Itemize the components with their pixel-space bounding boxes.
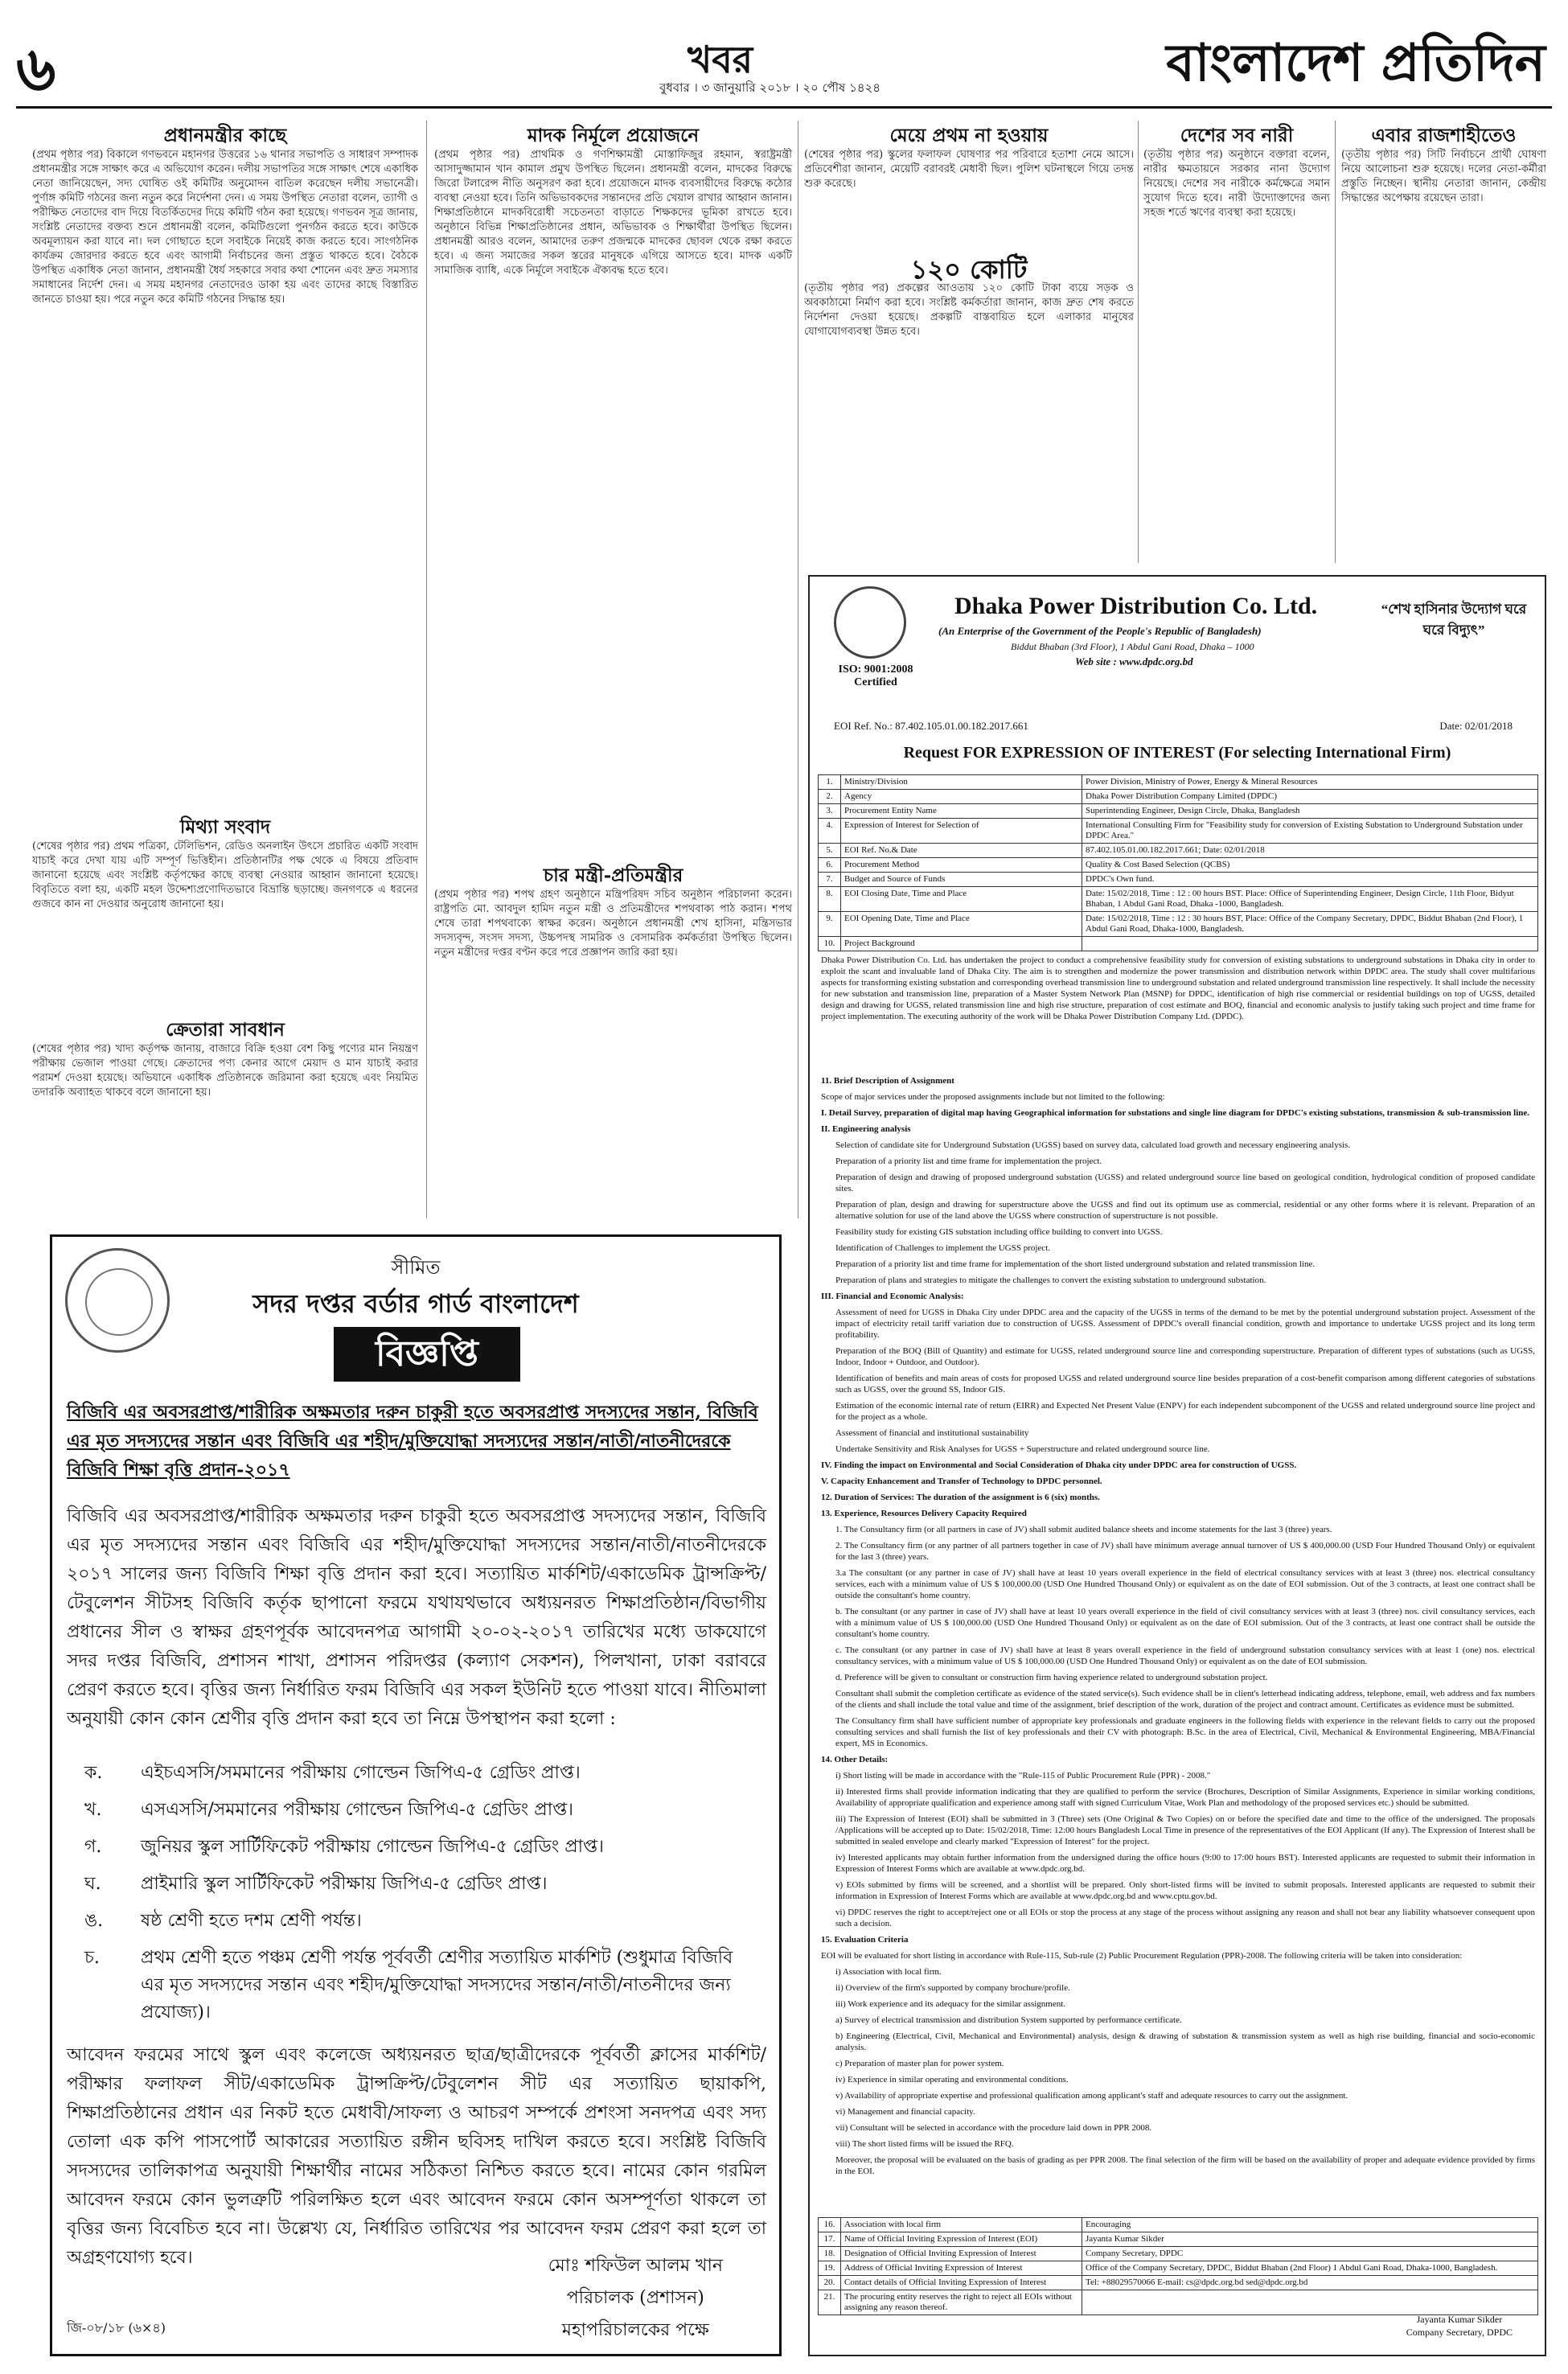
eoi-reference: EOI Ref. No.: 87.402.105.01.00.182.2017.661: [834, 720, 1028, 732]
article-body: (প্রথম পৃষ্ঠার পর) প্রাথমিক ও গণশিক্ষামন্ত্রী মোস্তাফিজুর রহমান, স্বরাষ্ট্রমন্ত্রী আসাদুজ্জামান খান কামাল প্রমুখ উপস্থিত ছিলেন। প্রধানমন্ত্রী বলেন, মাদকের বিরুদ্ধে জিরো টলারেন্স নীতি অনুসরণ করা হবে। প্রয়োজনে মাদক ব্যবসায়ীদের বিরুদ্ধে কঠোর ব্যবস্থা নেওয়া হবে। তিনি অভিভাবকদের সন্তানদের প্রতি খেয়াল রাখার আহ্বান জানান। শিক্ষাপ্রতিষ্ঠানে মাদকবিরোধী সচেতনতা বাড়াতে শিক্ষকদের ভূমিকা রাখতে হবে। অনুষ্ঠানে বিভিন্ন শিক্ষাপ্রতিষ্ঠানের প্রধান, অভিভাবক ও শিক্ষার্থীরা উপস্থিত ছিলেন। প্রধানমন্ত্রী আরও বলেন, আমাদের তরুণ প্রজন্মকে মাদকের ছোবল থেকে রক্ষা করতে হবে। এ জন্য সমাজের সকল স্তরের মানুষকে এগিয়ে আসতে হবে। মাদক একটি সামাজিক ব্যাধি, একে নির্মূলে সবাইকে ঐক্যবদ্ধ হতে হবে।: [434, 149, 792, 277]
list-item: vii) Consultant will be selected in accordance with the procedure laid down in PPR 2008.: [835, 2123, 1152, 2133]
scope-item: I. Detail Survey, preparation of digital map having Geographical information for substations and single line diagram for DPDC's existing substations, transmission & sub-transmission line.: [821, 1108, 1530, 1118]
bgb-org-name: সদর দপ্তর বর্ডার গার্ড বাংলাদেশ: [252, 1288, 579, 1319]
duration-row: 12. Duration of Services: The duration of the assignment is 6 (six) months.: [821, 1493, 1100, 1502]
table-row: [819, 844, 1538, 858]
table-cell: 16.: [819, 2218, 841, 2232]
signer-title: পরিচালক (প্রশাসন): [566, 2288, 704, 2308]
table-row: [819, 2218, 1538, 2232]
article-body: (তৃতীয় পৃষ্ঠার পর) প্রকল্পের আওতায় ১২০ কোটি টাকা ব্যয়ে সড়ক ও অবকাঠামো নির্মাণ করা হবে। সংশ্লিষ্ট কর্মকর্তারা জানান, কাজ দ্রুত শেষ করতে নির্দেশনা দেওয়া হয়েছে। প্রকল্পটি বাস্তবায়িত হলে এলাকার মানুষের যোগাযোগব্যবস্থা উন্নত হবে।: [804, 282, 1134, 338]
assignment-scope: [821, 1075, 1535, 2182]
table-cell: DPDC's Own fund.: [1082, 873, 1538, 887]
list-item: c. The consultant (or any partner in case of JV) shall have at least 8 years overall experience in the field of underground substation consultancy services with at least 1 (one) nos. electrical consultancy services, with a minimum value of US $ 100,000.00 (USD One Hundred Thousand Only) or equivalent as on the date of EOI submission.: [835, 1645, 1535, 1666]
table-cell: EOI Opening Date, Time and Place: [841, 912, 1082, 937]
table-row: [819, 937, 1538, 951]
scholarship-list: [84, 1760, 760, 2036]
article-headline: চার মন্ত্রী-প্রতিমন্ত্রীর: [543, 865, 683, 886]
dpdc-advertisement: [808, 575, 1546, 2356]
company-name: Dhaka Power Distribution Co. Ltd.: [954, 593, 1318, 619]
table-row: [819, 2290, 1538, 2315]
article-body: (শেষের পৃষ্ঠার পর) স্কুলের ফলাফল ঘোষণার পর পরিবারে হতাশা নেমে আসে। প্রতিবেশীরা জানান, মেয়েটি বরাবরই মেধাবী ছিল। পুলিশ ঘটনাস্থলে গিয়ে তদন্ত শুরু করেছে।: [804, 149, 1134, 190]
signature-block: [548, 2250, 723, 2347]
article-headline: মেয়ে প্রথম না হওয়ায়: [889, 125, 1049, 146]
dpdc-logo-icon: [834, 586, 906, 659]
list-item: vi) Management and financial capacity.: [835, 2107, 975, 2117]
table-cell: Agency: [841, 790, 1082, 804]
article-headline: ক্রেতারা সাবধান: [166, 1019, 285, 1041]
list-item: Preparation of the BOQ (Bill of Quantity) and estimate for UGSS, related underground source line and corresponding superstructure. Preparation of different types of substations (such as UGSS, Indoor, Indoor + Outdoor, and Outdoor).: [835, 1346, 1535, 1367]
dateline: বুধবার । ৩ জানুয়ারি ২০১৮ । ২০ পৌষ ১৪২৪: [659, 80, 881, 95]
list-item: Preparation of plan, design and drawing for superstructure above the UGSS and find out its optimum use as commercial, residential or any other forms where it is relevant. Preparation of an alternative solution for use of the land above the UGSS where construction of superstructure is not possible.: [835, 1200, 1535, 1221]
list-item: Feasibility study for existing GIS substation including office building to convert into UGSS.: [835, 1227, 1163, 1237]
table-cell: 4.: [819, 819, 841, 844]
list-item: The Consultancy firm shall have sufficient number of appropriate key professionals and graduate engineers in the following fields with experience in the relevant fields to carry out the proposed consulting services and shall furnish the list of key professionals and their CV with photograph: B.Sc. in the area of Electrical, Civil, Mechanical & Environmental Engineering, MBA/Financial expert, MS in Economics.: [835, 1716, 1535, 1748]
list-item: Preparation of a priority list and time frame for implementation of the short listed underground substation and related transmission line.: [835, 1259, 1316, 1269]
table-cell: Date: 15/02/2018, Time : 12 : 30 hours BST, Place: Office of the Company Secretary, DPDC, Biddut Bhaban (2nd Floor), 1 Abdul Gani Road, Dhaka-1000, Bangladesh.: [1082, 912, 1538, 937]
engineering-list: [821, 1140, 1535, 1286]
list-item: Assessment of financial and institutional sustainability: [835, 1428, 1029, 1438]
iso-certification: ISO: 9001:2008 Certified: [838, 663, 913, 688]
table-cell: Date: 15/02/2018, Time : 12 : 00 hours BST. Place: Office of Superintending Engineer, Design Circle, 11th Floor, Bidyut Bhaban, 1 Abdul Gani Road, Dhaka -1000, Bangladesh.: [1082, 887, 1538, 912]
scope-item: II. Engineering analysis: [821, 1124, 911, 1134]
restricted-label: সীমিত: [391, 1256, 441, 1279]
table-cell: EOI Closing Date, Time and Place: [841, 887, 1082, 912]
table-cell: Project Background: [841, 937, 1082, 951]
list-item: 2. The Consultancy firm (or any partner of all partners together in case of JV) shall have minimum average annual turnover of US $ 400,000.00 (USD Four Hundred Thousand Only) or equivalent for the last 3 (three) years.: [835, 1541, 1535, 1562]
table-row: [819, 790, 1538, 804]
article-body: (তৃতীয় পৃষ্ঠার পর) অনুষ্ঠানে বক্তারা বলেন, নারীর ক্ষমতায়নে সরকার নানা উদ্যোগ নিয়েছে। দেশের সব নারীকে কর্মক্ষেত্রে সমান সুযোগ দিতে হবে। নারী উদ্যোক্তাদের জন্য সহজ শর্তে ঋণের ব্যবস্থা করা হয়েছে।: [1143, 149, 1330, 219]
table-row: [819, 2232, 1538, 2247]
table-cell: Association with local firm: [841, 2218, 1082, 2232]
list-item: d. Preference will be given to consultant or construction firm having experience related to underground substation project.: [835, 1673, 1268, 1682]
list-item: চ. প্রথম শ্রেণী হতে পঞ্চম শ্রেণী পর্যন্ত পূর্ববর্তী শ্রেণীর সত্যায়িত মার্কশিট (শুধুমাত্র বিজিবি এর মৃত সদস্যদের সন্তান এবং শহীদ/মুক্তিযোদ্ধা সদস্যদের সন্তান/নাতী/নাতনীদের জন্য প্রযোজ্য)।: [84, 1948, 733, 2023]
list-item: খ. এসএসসি/সমমানের পরীক্ষায় গোল্ডেন জিপিএ-৫ গ্রেডিং প্রাপ্ত।: [84, 1800, 574, 1820]
list-item: Identification of Challenges to implement the UGSS project.: [835, 1243, 1050, 1253]
table-cell: 20.: [819, 2276, 841, 2290]
article-headline: মাদক নির্মূলে প্রয়োজনে: [527, 125, 700, 146]
article-body: (প্রথম পৃষ্ঠার পর) শপথ গ্রহণ অনুষ্ঠানে মন্ত্রিপরিষদ সচিব অনুষ্ঠান পরিচালনা করেন। রাষ্ট্রপতি মো. আবদুল হামিদ নতুন মন্ত্রী ও প্রতিমন্ত্রীদের শপথবাক্য পাঠ করান। শপথ শেষে তারা শপথবাক্যে স্বাক্ষর করেন। অনুষ্ঠানে প্রধানমন্ত্রী শেখ হাসিনা, মন্ত্রিসভার সদস্যবৃন্দ, সংসদ সদস্য, উচ্চপদস্থ সামরিক ও বেসামরিক কর্মকর্তারা উপস্থিত ছিলেন। নতুন মন্ত্রীদের দপ্তর বণ্টন করে পরে প্রজ্ঞাপন জারি করা হয়।: [434, 889, 792, 959]
list-item: i) Association with local firm.: [835, 1967, 942, 1977]
column-rule: [426, 121, 427, 1218]
list-item: Estimation of the economic internal rate of return (EIRR) and Expected Net Present Value (ENPV) for each independent subcomponent of the UGSS and related underground source line project and for the project as a whole.: [835, 1401, 1535, 1422]
table-cell: The procuring entity reserves the right to reject all EOIs without assigning any reason thereof.: [841, 2290, 1082, 2315]
table-cell: 1.: [819, 775, 841, 790]
table-cell: Jayanta Kumar Sikder: [1082, 2232, 1538, 2247]
scope-item: V. Capacity Enhancement and Transfer of Technology to DPDC personnel.: [821, 1477, 1102, 1486]
table-cell: Tel: +88029570066 E-mail: cs@dpdc.org.bd sed@dpdc.org.bd: [1082, 2276, 1538, 2290]
list-item: iii) Work experience and its adequacy for the similar assignment.: [835, 1999, 1066, 2009]
list-item: Identification of benefits and main areas of costs for proposed UGSS and related underground source line besides preparation of a cost-benefit comparison among different categories of substations such as UGSS, over the ground SS, Indoor GIS.: [835, 1374, 1535, 1394]
table-cell: Expression of Interest for Selection of: [841, 819, 1082, 844]
table-cell: 87.402.105.01.00.182.2017.661; Date: 02/01/2018: [1082, 844, 1538, 858]
article-headline: মিথ্যা সংবাদ: [179, 816, 271, 838]
list-item: Preparation of design and drawing of proposed underground substation (UGSS) and related underground source line based on geological condition, hydrological condition of proposed candidate sites.: [835, 1173, 1535, 1193]
column-rule: [1335, 121, 1336, 563]
notice-paragraph: বিজিবি এর অবসরপ্রাপ্ত/শারীরিক অক্ষমতার দরুন চাকুরী হতে অবসরপ্রাপ্ত সদস্যদের সন্তান, বিজিবি এর মৃত সদস্যদের সন্তান এবং বিজিবি এর শহীদ/মুক্তিযোদ্ধা সদস্যদের সন্তান/নাতী/নাতনীদেরকে ২০১৭ সালের জন্য বিজিবি শিক্ষা বৃত্তি প্রদান করা হবে। সত্যায়িত মার্কশিট/একাডেমিক ট্রান্সক্রিপ্ট/টেবুলেশন সীটসহ বিজিবি কর্তৃক ছাপানো ফরমে যথাযথভাবে অধ্যয়নরত শিক্ষাপ্রতিষ্ঠান/বিভাগীয় প্রধানের সীল ও স্বাক্ষর গ্রহণপূর্বক আবেদনপত্র আগামী ২০-০২-২০১৭ তারিখের মধ্যে ডাকযোগে সদর দপ্তর বিজিবি, প্রশাসন শাখা, প্রশাসন পরিদপ্তর (কল্যাণ সেকশন), পিলখানা, ঢাকা বরাবরে প্রেরণ করতে হবে। বৃত্তির জন্য নির্ধারিত ফরম বিজিবি এর সকল ইউনিট হতে পাওয়া যাবে। নীতিমালা অনুযায়ী কোন কোন শ্রেণীর বৃত্তি প্রদান করা হবে তা নিম্নে উপস্থাপন করা হলো :: [67, 1506, 766, 1729]
page-number: ৬: [16, 33, 56, 105]
notice-banner: বিজ্ঞপ্তি: [334, 1327, 520, 1382]
slogan: “শেখ হাসিনার উদ্যোগ ঘরে ঘরে বিদ্যুৎ”: [1381, 602, 1527, 638]
signer-on-behalf: মহাপরিচালকের পক্ষে: [561, 2320, 709, 2340]
company-website: Web site : www.dpdc.org.bd: [1075, 655, 1193, 667]
signer-name: মোঃ শফিউল আলম খান: [548, 2256, 723, 2276]
list-item: Undertake Sensitivity and Risk Analyses for UGSS + Superstructure and related underground source line.: [835, 1444, 1210, 1454]
notice-subject: বিজিবি এর অবসরপ্রাপ্ত/শারীরিক অক্ষমতার দরুন চাকুরী হতে অবসরপ্রাপ্ত সদস্যদের সন্তান, বিজিবি এর মৃত সদস্যদের সন্তান এবং বিজিবি এর শহীদ/মুক্তিযোদ্ধা সদস্যদের সন্তান/নাতী/নাতনীদেরকে বিজিবি শিক্ষা বৃত্তি প্রদান-২০১৭: [67, 1402, 758, 1481]
list-item: Preparation of plans and strategies to mitigate the challenges to convert the existing substation to underground substation.: [835, 1275, 1266, 1285]
list-item: viii) The short listed firms will be issued the RFQ.: [835, 2139, 1014, 2149]
list-item: Moreover, the proposal will be evaluated on the basis of grading as per PPR 2008. The final selection of the firm will be based on the availability of proper and adequate evidence provided by firms in the EOI.: [835, 2155, 1535, 2176]
table-cell: Budget and Source of Funds: [841, 873, 1082, 887]
table-cell: Procurement Entity Name: [841, 804, 1082, 819]
table-cell: 21.: [819, 2290, 841, 2315]
table-cell: Office of the Company Secretary, DPDC, Biddut Bhaban (2nd Floor) 1 Abdul Gani Road, Dhaka-1000, Bangladesh.: [1082, 2261, 1538, 2276]
article-body: (তৃতীয় পৃষ্ঠার পর) সিটি নির্বাচনে প্রার্থী ঘোষণা নিয়ে আলোচনা শুরু হয়েছে। দলের নেতা-কর্মীরা প্রস্তুতি নিচ্ছেন। স্থানীয় নেতারা জানান, কেন্দ্রীয় সিদ্ধান্তের অপেক্ষায় রয়েছেন তারা।: [1341, 149, 1546, 204]
list-item: ii) Interested firms shall provide information indicating that they are qualified to perform the service (Brochures, Description of Similar Assignments, Experience in similar working conditions, Availability of appropriate qualification and experience among staff with signed Curriculum Vitae, Work Plan and methodology of the proposed services etc.) should be submitted.: [835, 1787, 1535, 1808]
list-item: ঘ. প্রাইমারি স্কুল সার্টিফিকেট পরীক্ষায় জিপিএ-৫ গ্রেডিং প্রাপ্ত।: [84, 1874, 548, 1894]
eoi-date: Date: 02/01/2018: [1439, 720, 1513, 732]
list-item: Consultant shall submit the completion certificate as evidence of the stated service(s). Such evidence shall be in client's letterhead indicating address, telephone, email, web address and fax numbers of the clients and shall include the total value and time of the assignment, brief description of the work, duration of the project and contract amount. Certificates as evidence must be submitted.: [835, 1689, 1535, 1710]
table-cell: Contact details of Official Inviting Expression of Interest: [841, 2276, 1082, 2290]
table-cell: 2.: [819, 790, 841, 804]
evaluation-intro: EOI will be evaluated for short listing in accordance with Rule-115, Sub-rule (2) Public Procurement Regulation (PPR)-2008. The following criteria will be taken into consideration:: [821, 1951, 1463, 1961]
eoi-heading: Request FOR EXPRESSION OF INTEREST (For selecting International Firm): [903, 744, 1451, 762]
article-body: (শেষের পৃষ্ঠার পর) খাদ্য কর্তৃপক্ষ জানায়, বাজারে বিক্রি হওয়া বেশ কিছু পণ্যের মান নিয়ন্ত্রণ পরীক্ষায় ভেজাল পাওয়া গেছে। ক্রেতাদের পণ্য কেনার আগে মেয়াদ ও মান যাচাই করার পরামর্শ দেওয়া হয়েছে। অভিযানে একাধিক প্রতিষ্ঠানকে জরিমানা করা হয়েছে এবং নিয়মিত তদারকি অব্যাহত থাকবে বলে জানানো হয়।: [32, 1043, 418, 1099]
list-item: 1. The Consultancy firm (or all partners in case of JV) shall submit audited balance sheets and income statements for the last 3 (three) years.: [835, 1525, 1332, 1534]
newspaper-logo: বাংলাদেশ প্রতিদিন: [1166, 33, 1545, 93]
company-tagline: (An Enterprise of the Government of the People's Republic of Bangladesh): [938, 625, 1262, 637]
table-cell: [1082, 937, 1538, 951]
list-item: ক. এইচএসসি/সমমানের পরীক্ষায় গোল্ডেন জিপিএ-৫ গ্রেডিং প্রাপ্ত।: [84, 1763, 581, 1783]
experience-list: [821, 1524, 1535, 1749]
scope-intro: Scope of major services under the proposed assignments include but not limited to the following:: [821, 1092, 1165, 1102]
article-headline: প্রধানমন্ত্রীর কাছে: [163, 125, 287, 146]
table-cell: Procurement Method: [841, 858, 1082, 873]
table-cell: 9.: [819, 912, 841, 937]
company-address: Biddut Bhaban (3rd Floor), 1 Abdul Gani Road, Dhaka – 1000: [1011, 641, 1254, 652]
list-item: a) Survey of electrical transmission and distribution System supported by performance certificate.: [835, 2015, 1182, 2025]
table-row: [819, 804, 1538, 819]
article-headline: দেশের সব নারী: [1180, 125, 1294, 146]
table-cell: 10.: [819, 937, 841, 951]
list-item: b. The consultant (or any partner in case of JV) shall have at least 10 years overall experience in the field of civil consultancy services with at least 3 (three) nos. civil consultancy services, each with a minimum value of US $ 100,000.00 (USD One Hundred Thousand Only) or equivalent as on the date of EOI submission. Out of the 3 contracts, at least one contract shall be outside the consultant's home country.: [835, 1607, 1535, 1639]
table-cell: [1082, 2290, 1538, 2315]
table-cell: 3.: [819, 804, 841, 819]
list-item: iv) Experience in similar operating and environmental conditions.: [835, 2075, 1069, 2084]
table-cell: International Consulting Firm for "Feasibility study for conversion of Existing Substation to Underground Substation under DPDC Area.": [1082, 819, 1538, 844]
column-rule: [1138, 121, 1139, 563]
list-item: Preparation of a priority list and time frame for implementation the project.: [835, 1156, 1102, 1166]
table-cell: Company Secretary, DPDC: [1082, 2247, 1538, 2261]
list-item: iii) The Expression of Interest (EOI) shall be submitted in 3 (Three) sets (One Original & Two Copies) on or before the specified date and time to the office of the undersigned. The proposals /Applications will be accepted up to Date: 15/02/2018, Time: 12:00 hours Bangladesh Local Time in presence of the representatives of the EOI Applicant (If any). The Expression of Interest shall be submitted in sealed envelope and clearly marked "Expression of Interest" for the project.: [835, 1814, 1535, 1846]
table-cell: Power Division, Ministry of Power, Energy & Mineral Resources: [1082, 775, 1538, 790]
experience-heading: 13. Experience, Resources Delivery Capacity Required: [821, 1509, 1027, 1518]
financial-list: [821, 1307, 1535, 1455]
table-cell: Superintending Engineer, Design Circle, Dhaka, Bangladesh: [1082, 804, 1538, 819]
list-item: b) Engineering (Electrical, Civil, Mechanical and Environmental) analysis, design & drawing of substation & transmission system as well as high rise building, financial and socio-economic analysis.: [835, 2031, 1535, 2052]
table-row: [819, 2261, 1538, 2276]
table-row: [819, 2276, 1538, 2290]
table-cell: 7.: [819, 873, 841, 887]
section-title: খবর: [688, 38, 753, 81]
notice-paragraph: আবেদন ফরমের সাথে স্কুল এবং কলেজে অধ্যয়নরত ছাত্র/ছাত্রীদেরকে পূর্ববর্তী ক্লাসের মার্কশিট/পরীক্ষার ফলাফল সীট/একাডেমিক ট্রান্সক্রিপ্ট/টেবুলেশন সীট এর সত্যায়িত ছায়াকপি, শিক্ষাপ্রতিষ্ঠানের প্রধান এর নিকট হতে মেধাবী/সাফল্য ও আচরণ সম্পর্কে প্রশংসা সনদপত্র এবং সদ্য তোলা এক কপি পাসপোর্ট আকারের সত্যায়িত রঙ্গীন ছবিসহ দাখিল করতে হবে। সংশ্লিষ্ট বিজিবি সদস্যদের তালিকাপত্র অনুযায়ী শিক্ষার্থীর নামের সঠিকতা নিশ্চিত করতে হবে। নামের কোন গরমিল আবেদন ফরমে কোন ভুলত্রুটি পরিলক্ষিত হলে এবং আবেদন ফরমে কোন অসম্পূর্ণতা থাকলে তা বৃত্তির জন্য বিবেচিত হবে না। উল্লেখ্য যে, নির্ধারিত তারিখের পর আবেদন ফরম প্রেরণ করা হলে তা অগ্রহণযোগ্য হবে।: [67, 2045, 766, 2268]
table-cell: Ministry/Division: [841, 775, 1082, 790]
list-item: v) Availability of appropriate expertise and professional qualification among applicant's staff and adequate resources to carry out the assignment.: [835, 2091, 1348, 2101]
table-cell: 18.: [819, 2247, 841, 2261]
list-item: 3.a The consultant (or any partner in case of JV) shall have at least 10 years overall experience in the field of electrical consultancy services with at least 3 (three) nos. electrical consultancy services, each with a minimum value of US $ 100,000.00 (USD One Hundred Thousand Only) or equivalent as on the date of EOI submission. Out of the 3 contracts, at least one contract shall be outside the consultant's home country.: [835, 1568, 1535, 1600]
table-row: [819, 775, 1538, 790]
table-cell: Address of Official Inviting Expression of Interest: [841, 2261, 1082, 2276]
article-headline: এবার রাজশাহীতেও: [1371, 125, 1517, 146]
table-row: [819, 887, 1538, 912]
table-cell: Name of Official Inviting Expression of Interest (EOI): [841, 2232, 1082, 2247]
article-headline: ১২০ কোটি: [910, 254, 1028, 285]
article-body: (প্রথম পৃষ্ঠার পর) বিকালে গণভবনে মহানগর উত্তরের ১৬ থানার সভাপতি ও সাধারণ সম্পাদক প্রধানমন্ত্রীর সঙ্গে সাক্ষাৎ করে এ অভিযোগ করেন। দলীয় সভাপতির সঙ্গে সাক্ষাৎ শেষে একাধিক নেতা জানিয়েছেন, সদ্য ঘোষিত ওই কমিটির অনুমোদন বাতিল করেছেন দলীয় সভানেত্রী। পুর্ণাঙ্গ কমিটি গঠনের জন্য নতুন করে নির্দেশনা দেন। এ সময় উপস্থিত নেতারা বলেন, ত্যাগী ও পরীক্ষিত নেতাদের বাদ দিয়ে বিতর্কিতদের দিয়ে কমিটি গঠন করা হয়েছে। গণভবন সূত্র জানায়, সংশ্লিষ্ট নেতাদের বক্তব্য শুনে প্রধানমন্ত্রী বলেন, কমিটিগুলো পুনর্গঠন করতে হবে। কাউকে অবমূল্যায়ন করা যাবে না। দল গোছাতে হলে সবাইকে নিয়েই কাজ করতে হবে। সাংগঠনিক কার্যক্রম জোরদার করতে হবে এবং আগামী নির্বাচনের জন্য প্রস্তুত থাকতে হবে। বৈঠকে উপস্থিত একাধিক নেতা জানান, প্রধানমন্ত্রী ধৈর্য সহকারে সবার কথা শোনেন এবং দ্রুত সমস্যার সমাধানের নির্দেশ দেন। এ সময় মহানগর নেতাদেরও ডাকা হয় এবং তাদের কাছে বিস্তারিত জানতে চাওয়া হয়। পরে নতুন করে কমিটি গঠনের সিদ্ধান্ত হয়।: [32, 149, 418, 306]
table-row: [819, 858, 1538, 873]
signer-name: Jayanta Kumar Sikder: [1416, 2314, 1503, 2325]
contact-table: [818, 2217, 1538, 2315]
table-cell: 6.: [819, 858, 841, 873]
table-row: [819, 912, 1538, 937]
evaluation-heading: 15. Evaluation Criteria: [821, 1935, 909, 1945]
table-cell: Designation of Official Inviting Expression of Interest: [841, 2247, 1082, 2261]
evaluation-list: [821, 1966, 1535, 2177]
table-cell: Dhaka Power Distribution Company Limited (DPDC): [1082, 790, 1538, 804]
table-cell: Quality & Cost Based Selection (QCBS): [1082, 858, 1538, 873]
table-cell: 19.: [819, 2261, 841, 2276]
table-row: [819, 819, 1538, 844]
table-cell: EOI Ref. No.& Date: [841, 844, 1082, 858]
list-item: vi) DPDC reserves the right to accept/reject one or all EOIs or stop the process at any stage of the process without assigning any reason and shall not bear any liability whatsoever consequent upon such a decision.: [835, 1908, 1535, 1928]
list-item: i) Short listing will be made in accordance with the "Rule-115 of Public Procurement Rule (PPR) - 2008.": [835, 1771, 1211, 1780]
scope-item: III. Financial and Economic Analysis:: [821, 1292, 964, 1301]
list-item: Assessment of need for UGSS in Dhaka City under DPDC area and the capacity of the UGSS in terms of the demand to be met by the potential underground substation project. Assessment of the impact of electricity retail tariff variation due to construction of UGSS. Assessment of DPDC's overall financial condition, growth and importance to undertake UGSS project and its long term profitability.: [835, 1308, 1535, 1340]
table-row: [819, 2247, 1538, 2261]
dpdc-signature: [1406, 2313, 1513, 2339]
list-item: v) EOIs submitted by firms will be screened, and a shortlist will be prepared. Only short-listed firms will be invited to submit proposals. Interested applicants are requested to submit their information in Expression of Interest Forms which are available at www.dpdc.org.bd and www.cptu.gov.bd.: [835, 1880, 1535, 1901]
table-cell: 17.: [819, 2232, 841, 2247]
list-item: ঙ. ষষ্ঠ শ্রেণী হতে দশম শ্রেণী পর্যন্ত।: [84, 1911, 362, 1931]
other-details-list: [821, 1770, 1535, 1929]
eoi-table: [818, 774, 1538, 951]
table-cell: 8.: [819, 887, 841, 912]
list-item: c) Preparation of master plan for power system.: [835, 2059, 1004, 2068]
project-background: Dhaka Power Distribution Co. Ltd. has undertaken the project to conduct a comprehensive feasibility study for conversion of existing substations to underground substations in Dhaka city in order to exploit the scant and invaluable land of Dhaka City. The aim is to strengthen and modernize the power transmission and distribution network within DPDC area. The study shall cover multifarious aspects for transforming existing substation and corresponding overhead transmission line to underground substation and related underground transmission line respectively. It shall include the necessity for new substation and transmission line, preparation of a Master System Network Plan (MSNP) for DPDC, identification of high rise commercial or residential buildings on top of UGSS, detailed design and drawing for UGSS, related transmission line and high rise structure, preparation of cost estimate and BOQ, financial and economic analysis to justify taking such project and time frame for project implementation. The executing authority of the work will be Dhaka Power Distribution Company Ltd. (DPDC).: [821, 955, 1535, 1021]
list-item: iv) Interested applicants may obtain further information from the undersigned during the office hours (9:00 to 17:00 hours BST). Interested applicants are requested to submit their information in Expression of Interest Forms which are available at www.dpdc.org.bd.: [835, 1853, 1535, 1874]
table-row: [819, 873, 1538, 887]
table-cell: Encouraging: [1082, 2218, 1538, 2232]
table-cell: 5.: [819, 844, 841, 858]
list-item: ii) Overview of the firm's supported by company brochure/profile.: [835, 1983, 1070, 1993]
signer-title: Company Secretary, DPDC: [1406, 2327, 1513, 2338]
bgb-advertisement: [50, 1234, 782, 2356]
scope-item: IV. Finding the impact on Environmental and Social Consideration of Dhaka city under DPDC area for construction of UGSS.: [821, 1460, 1297, 1470]
other-details-heading: 14. Other Details:: [821, 1755, 889, 1764]
list-item: গ. জুনিয়র স্কুল সার্টিফিকেট পরীক্ষায় গোল্ডেন জিপিএ-৫ গ্রেডিং প্রাপ্ত।: [84, 1837, 605, 1857]
scope-heading: 11. Brief Description of Assignment: [821, 1076, 954, 1086]
article-body: (শেষের পৃষ্ঠার পর) প্রথম পত্রিকা, টেলিভিশন, রেডিও অনলাইন উৎসে প্রচারিত একটি সংবাদ যাচাই করে দেখা যায় এটি সম্পূর্ণ ভিত্তিহীন। প্রতিষ্ঠানটির পক্ষ থেকে এ বিষয়ে প্রতিবাদ জানানো হয়েছে এবং সংশ্লিষ্ট কর্তৃপক্ষের কাছে ব্যবস্থা নেওয়ার আহ্বান জানানো হয়েছে। বিবৃতিতে বলা হয়, একটি মহল উদ্দেশ্যপ্রণোদিতভাবে বিভ্রান্তি ছড়াচ্ছে। জনগণকে এ ধরনের গুজবে কান না দেওয়ার অনুরোধ জানানো হয়।: [32, 840, 418, 910]
list-item: Selection of candidate site for Underground Substation (UGSS) based on survey data, calculated load growth and necessary engineering analysis.: [835, 1140, 1351, 1150]
ad-reference: জি-০৮/১৮ (৬×৪): [67, 2320, 166, 2335]
